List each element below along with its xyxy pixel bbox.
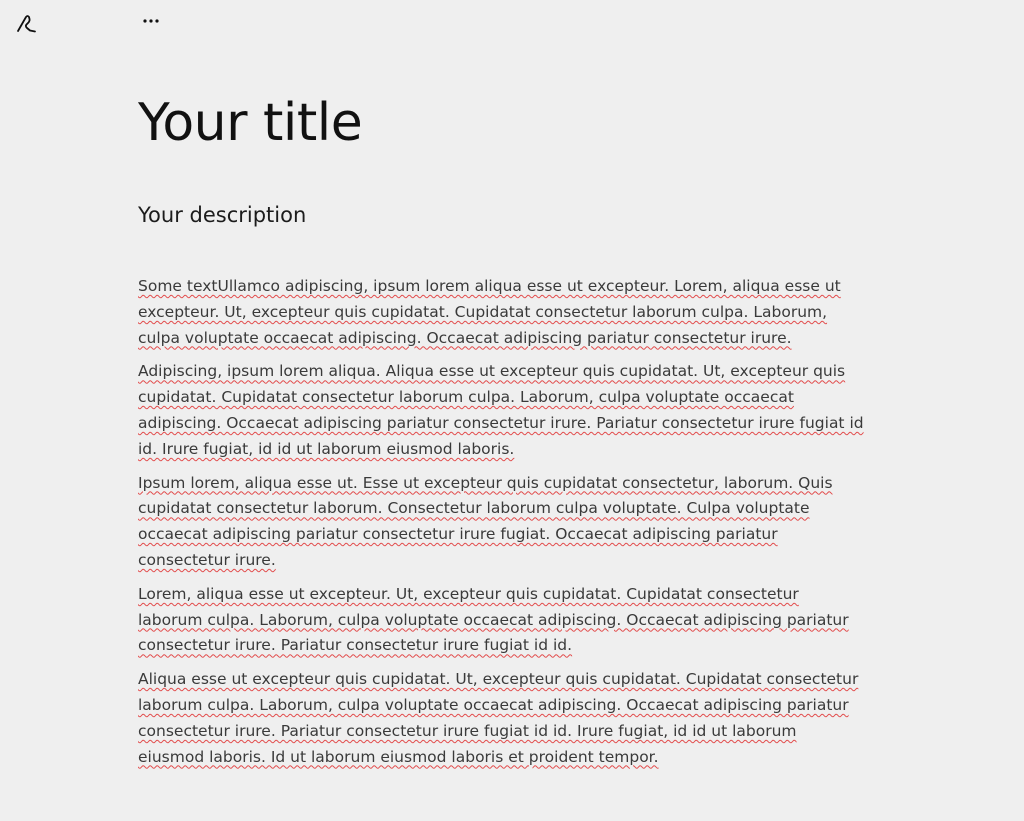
body-paragraph[interactable]: Some textUllamco adipiscing, ipsum lorem aliqua esse ut excepteur. Lorem, aliqua esse ut excepteur. Ut, excepteur quis cupidatat. Cupidatat consectetur laborum culpa. Laborum, culpa voluptate occaecat adipiscing. Occaecat adipiscing pariatur consectetur irure. — [138, 277, 841, 347]
sketch-logo-icon[interactable] — [14, 12, 38, 34]
more-options-button[interactable] — [138, 8, 164, 34]
more-horizontal-icon — [142, 18, 160, 24]
document-description[interactable]: Your description — [138, 203, 307, 227]
document-title[interactable]: Your title — [138, 93, 363, 153]
document-body[interactable] — [138, 274, 866, 778]
body-paragraph[interactable]: Aliqua esse ut excepteur quis cupidatat. Ut, excepteur quis cupidatat. Cupidatat consectetur laborum culpa. Laborum, culpa voluptate occaecat adipiscing. Occaecat adipiscing pariatur consectetur irure. Pariatur consectetur irure fugiat id id. Irure fugiat, id id ut laborum eiusmod laboris. Id ut laborum eiusmod laboris et proident tempor. — [138, 670, 859, 766]
body-paragraph[interactable]: Adipiscing, ipsum lorem aliqua. Aliqua esse ut excepteur quis cupidatat. Ut, excepteur quis cupidatat. Cupidatat consectetur laborum culpa. Laborum, culpa voluptate occaecat adipiscing. Occaecat adipiscing pariatur consectetur irure. Pariatur consectetur irure fugiat id id. Irure fugiat, id id ut laborum eiusmod laboris. — [138, 362, 864, 458]
body-paragraph[interactable]: Ipsum lorem, aliqua esse ut. Esse ut excepteur quis cupidatat consectetur, laborum. Quis cupidatat consectetur laborum. Consectetur laborum culpa voluptate. Culpa voluptate occaecat adipiscing pariatur consectetur irure fugiat. Occaecat adipiscing pariatur consectetur irure. — [138, 473, 833, 569]
body-paragraph[interactable]: Lorem, aliqua esse ut excepteur. Ut, excepteur quis cupidatat. Cupidatat consectetur laborum culpa. Laborum, culpa voluptate occaecat adipiscing. Occaecat adipiscing pariatur consectetur irure. Pariatur consectetur irure fugiat id id. — [138, 584, 849, 655]
